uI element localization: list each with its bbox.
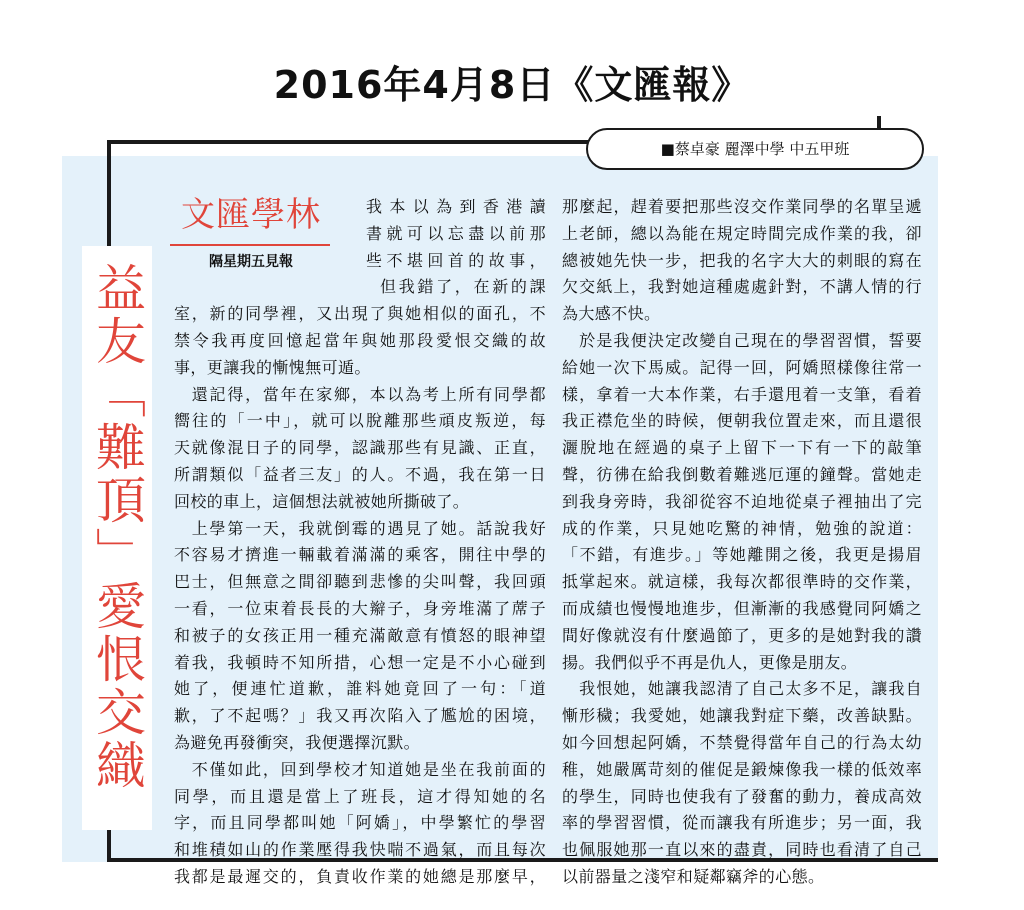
text-line: 天就像混日子的同學，認識那些有見識、正直， bbox=[174, 438, 546, 458]
text-line: 嚮往的「一中」，就可以脫離那些頑皮叛逆，每 bbox=[174, 411, 546, 431]
text-line: 我本以為到香港讀 bbox=[366, 197, 546, 216]
text-line: 和堆積如山的作業壓得我快喘不過氣，而且每次 bbox=[174, 840, 546, 860]
text-line: 灑脫地在經過的桌子上留下一下有一下的敲筆 bbox=[562, 438, 922, 458]
text-line: 我恨她，她讓我認清了自己太多不足，讓我自 bbox=[562, 679, 922, 699]
text-line: 以前器量之淺窄和疑鄰竊斧的心態。 bbox=[562, 867, 825, 886]
text-line: 上學第一天，我就倒霉的遇見了她。話說我好 bbox=[174, 518, 546, 538]
text-line: 不僅如此，回到學校才知道她是坐在我前面的 bbox=[174, 759, 546, 779]
text-line: 她了，便連忙道歉，誰料她竟回了一句：「道 bbox=[174, 679, 546, 699]
text-line: 還記得，當年在家鄉，本以為考上所有同學都 bbox=[174, 384, 546, 404]
text-line: 巴士，但無意之間卻聽到悲慘的尖叫聲，我回頭 bbox=[174, 572, 546, 592]
text-line: 歉，了不起嗎？」我又再次陷入了尷尬的困境， bbox=[174, 706, 546, 726]
column-subtitle: 隔星期五見報 bbox=[209, 254, 293, 270]
text-line: 着我，我頓時不知所措，心想一定是不小心碰到 bbox=[174, 652, 546, 672]
text-line: 率的學習習慣，從而讓我有所進步；另一面，我 bbox=[562, 813, 922, 833]
text-line: 我正襟危坐的時候，便朝我位置走來，而且還很 bbox=[562, 411, 922, 431]
text-line: 也佩服她那一直以來的盡責，同時也看清了自己 bbox=[562, 840, 922, 860]
text-line: 成的作業，只見她吃驚的神情，勉強的說道： bbox=[562, 518, 922, 538]
text-line: 書就可以忘盡以前那 bbox=[366, 223, 546, 243]
text-line: 回校的車上，這個想法就被她所撕破了。 bbox=[174, 491, 470, 511]
text-line: 抵掌起來。就這樣，我每次都很準時的交作業， bbox=[562, 572, 922, 592]
text-line: 為大感不快。 bbox=[562, 304, 661, 324]
text-line: 總被她先快一步，把我的名字大大的刺眼的寫在 bbox=[562, 250, 922, 270]
author-byline: ■蔡卓豪 麗澤中學 中五甲班 bbox=[586, 128, 924, 170]
text-line: 字，而且同學都叫她「阿嬌」，中學繁忙的學習 bbox=[174, 813, 546, 833]
text-line: 而成績也慢慢地進步，但漸漸的我感覺同阿嬌之 bbox=[562, 599, 922, 618]
column-title: 文匯學林 bbox=[181, 195, 321, 235]
text-line: 到我身旁時，我卻從容不迫地從桌子裡抽出了完 bbox=[562, 491, 922, 511]
text-line: 欠交紙上，我對她這種處處針對，不講人情的行 bbox=[562, 277, 922, 297]
text-line: 為避免再發衝突，我便選擇沉默。 bbox=[174, 733, 421, 752]
text-line: 事，更讓我的慚愧無可遁。 bbox=[174, 357, 371, 377]
text-line: 的學生，同時也使我有了發奮的動力，養成高效 bbox=[562, 786, 922, 806]
text-line: 但我錯了，在新的課 bbox=[380, 277, 546, 297]
text-line: 些不堪回首的故事， bbox=[366, 250, 546, 270]
text-line: 稚，她嚴厲苛刻的催促是鍛煉像我一樣的低效率 bbox=[562, 759, 922, 779]
text-line: 如今回想起阿嬌，不禁覺得當年自己的行為太幼 bbox=[562, 733, 922, 752]
page-headline: 2016年4月8日《文匯報》 bbox=[273, 63, 751, 107]
text-line: 同學，而且還是當上了班長，這才得知她的名 bbox=[174, 786, 546, 806]
text-line: 我都是最遲交的，負責收作業的她總是那麼早， bbox=[174, 867, 546, 886]
text-line: 禁令我再度回憶起當年與她那段愛恨交織的故 bbox=[174, 331, 546, 350]
text-line: 間好像就沒有什麼過節了，更多的是她對我的讚 bbox=[562, 625, 922, 645]
text-line: 室，新的同學裡，又出現了與她相似的面孔，不 bbox=[174, 304, 546, 324]
text-line: 那麼起，趕着要把那些沒交作業同學的名單呈遞 bbox=[562, 197, 922, 216]
text-line: 樣，拿着一大本作業，右手還甩着一支筆，看着 bbox=[562, 384, 922, 404]
frame-top-rule bbox=[107, 140, 607, 144]
text-line: 不容易才擠進一輛載着滿滿的乘客，開往中學的 bbox=[174, 545, 546, 565]
text-line: 於是我便決定改變自己現在的學習習慣，誓要 bbox=[562, 331, 922, 350]
text-line: 一看，一位束着長長的大辮子，身旁堆滿了蓆子 bbox=[174, 599, 546, 618]
text-line: 給她一次下馬威。記得一回，阿嬌照樣像往常一 bbox=[562, 357, 922, 377]
text-line: 所謂類似「益者三友」的人。不過，我在第一日 bbox=[174, 465, 546, 484]
text-line: 上老師，總以為能在規定時間完成作業的我，卻 bbox=[562, 223, 922, 243]
text-line: 揚。我們似乎不再是仇人，更像是朋友。 bbox=[562, 652, 858, 672]
column-title-rule bbox=[170, 244, 330, 246]
text-line: 聲，彷彿在給我倒數着難逃厄運的鐘聲。當她走 bbox=[562, 465, 922, 484]
text-line: 「不錯，有進步。」等她離開之後，我更是揚眉 bbox=[562, 545, 922, 565]
text-line: 和被子的女孩正用一種充滿敵意有憤怒的眼神望 bbox=[174, 625, 546, 645]
text-line: 慚形穢；我愛她，她讓我對症下藥，改善缺點。 bbox=[562, 706, 922, 726]
article-title: 益友「難頂」愛恨交織 bbox=[88, 262, 146, 792]
